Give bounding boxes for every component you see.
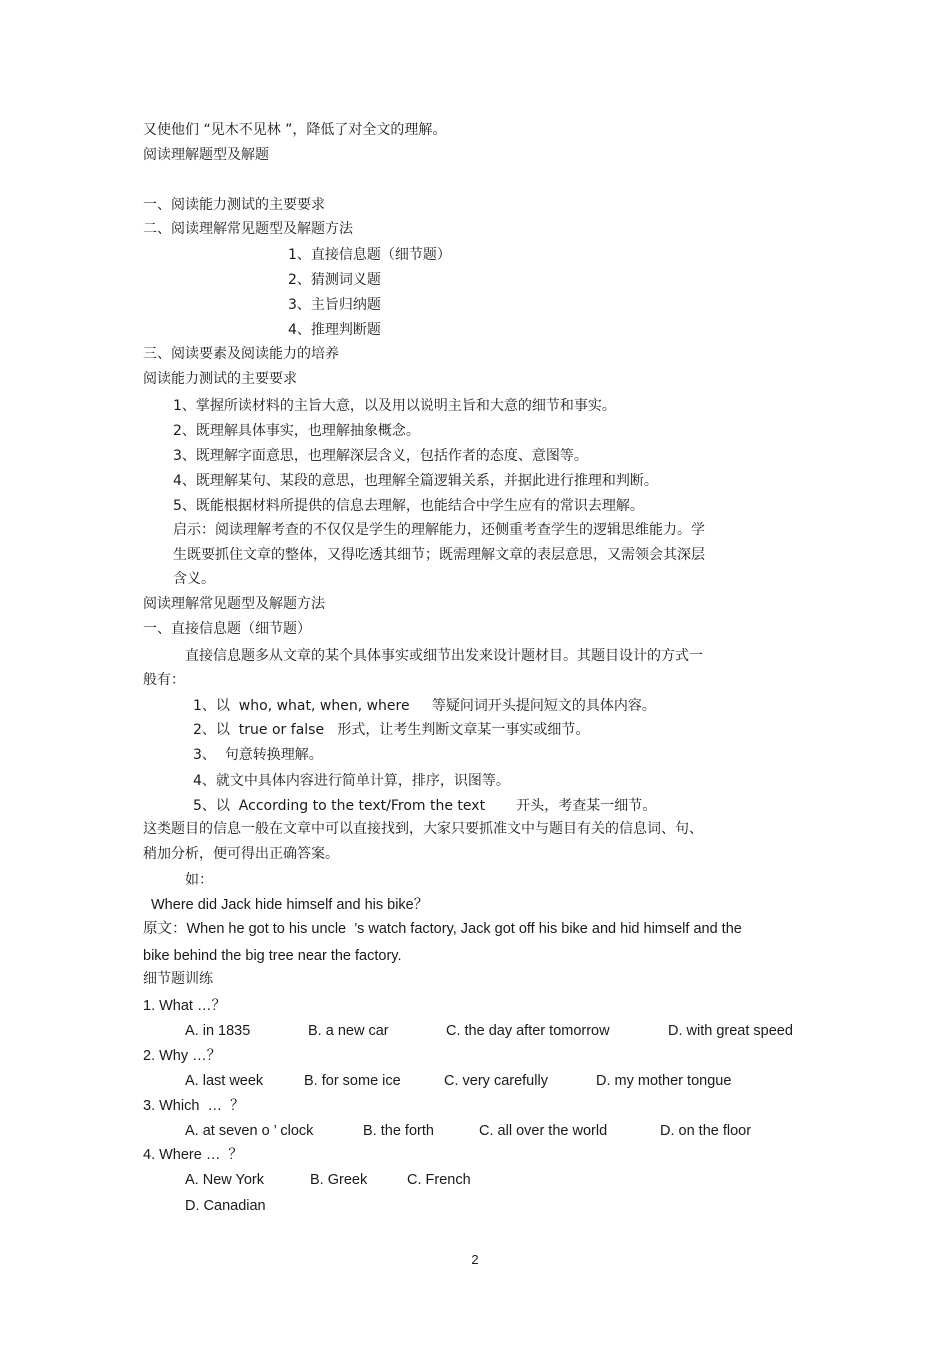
example-question: Where did Jack hide himself and his bike？ xyxy=(151,897,429,913)
answer-option: A. last week xyxy=(185,1073,264,1089)
requirement-item: 3、既理解字面意思，也理解深层含义，包括作者的态度、意图等。 xyxy=(173,448,588,464)
answer-option: D. on the floor xyxy=(660,1123,752,1139)
requirement-item: 1、掌握所读材料的主旨大意，以及用以说明主旨和大意的细节和事实。 xyxy=(173,398,616,414)
method-item: 2、以 true or false 形式，让考生判断文章某一事实或细节。 xyxy=(193,722,590,738)
answer-option: C. all over the world xyxy=(479,1123,608,1139)
section-heading: 一、直接信息题（细节题） xyxy=(143,621,311,637)
question-stem: 4. Where … ？ xyxy=(143,1147,243,1163)
method-item: 1、以 who, what, when, where 等疑问词开头提问短文的具体内容。 xyxy=(193,698,656,714)
answer-option: C. very carefully xyxy=(444,1073,548,1089)
answer-option: D. with great speed xyxy=(668,1023,793,1039)
outline-subitem: 3、主旨归纳题 xyxy=(288,297,381,313)
question-stem: 2. Why …？ xyxy=(143,1048,222,1064)
section-heading: 细节题训练 xyxy=(143,971,213,987)
answer-option: D. my mother tongue xyxy=(596,1073,732,1089)
requirement-item: 2、既理解具体事实，也理解抽象概念。 xyxy=(173,423,420,439)
requirement-item: 4、既理解某句、某段的意思，也理解全篇逻辑关系，并据此进行推理和判断。 xyxy=(173,473,658,489)
section-heading: 阅读能力测试的主要要求 xyxy=(143,371,297,387)
answer-option: A. New York xyxy=(185,1172,264,1188)
section-heading: 阅读理解常见题型及解题方法 xyxy=(143,596,325,612)
answer-option: A. in 1835 xyxy=(185,1023,251,1039)
method-item: 5、以 According to the text/From the text 开头，考查某一细节。 xyxy=(193,798,657,814)
body-paragraph: 直接信息题多从文章的某个具体事实或细节出发来设计题材目。其题目设计的方式一 xyxy=(185,648,703,664)
requirement-item: 5、既能根据材料所提供的信息去理解，也能结合中学生应有的常识去理解。 xyxy=(173,498,644,514)
answer-option: B. a new car xyxy=(308,1023,389,1039)
page-number: 2 xyxy=(471,1252,479,1267)
body-paragraph: 般有： xyxy=(143,672,185,688)
question-stem: 3. Which … ？ xyxy=(143,1098,245,1114)
section-heading: 阅读理解题型及解题 xyxy=(143,147,269,163)
answer-option: B. for some ice xyxy=(304,1073,401,1089)
method-item: 3、 句意转换理解。 xyxy=(193,747,323,763)
outline-subitem: 2、猜测词义题 xyxy=(288,272,381,288)
answer-option: B. the forth xyxy=(363,1123,434,1139)
answer-option: A. at seven o ’ clock xyxy=(185,1123,314,1139)
answer-option: D. Canadian xyxy=(185,1198,266,1214)
method-item: 4、就文中具体内容进行简单计算，排序，识图等。 xyxy=(193,773,510,789)
answer-option: C. the day after tomorrow xyxy=(446,1023,610,1039)
example-label: 如： xyxy=(185,872,213,888)
insight-paragraph: 含义。 xyxy=(173,571,215,587)
insight-paragraph: 启示：阅读理解考查的不仅仅是学生的理解能力，还侧重考查学生的逻辑思维能力。学 xyxy=(173,522,705,538)
outline-item: 一、阅读能力测试的主要要求 xyxy=(143,197,325,213)
body-paragraph: 这类题目的信息一般在文章中可以直接找到，大家只要抓准文中与题目有关的信息词、句、 xyxy=(143,821,703,837)
answer-option: B. Greek xyxy=(310,1172,368,1188)
outline-subitem: 1、直接信息题（细节题） xyxy=(288,247,451,263)
outline-item: 二、阅读理解常见题型及解题方法 xyxy=(143,221,353,237)
insight-paragraph: 生既要抓住文章的整体，又得吃透其细节；既需理解文章的表层意思，又需领会其深层 xyxy=(173,547,705,563)
answer-option: C. French xyxy=(407,1172,471,1188)
body-paragraph: 稍加分析，便可得出正确答案。 xyxy=(143,846,339,862)
example-source: 原文：When he got to his uncle ’s watch factory, Jack got off his bike and hid himself and the xyxy=(143,921,742,937)
outline-item: 三、阅读要素及阅读能力的培养 xyxy=(143,346,339,362)
outline-subitem: 4、推理判断题 xyxy=(288,322,381,338)
example-source: bike behind the big tree near the factory. xyxy=(143,948,402,964)
question-stem: 1. What …？ xyxy=(143,998,226,1014)
text-line: 又使他们 “见木不见林 ”，降低了对全文的理解。 xyxy=(143,122,447,138)
